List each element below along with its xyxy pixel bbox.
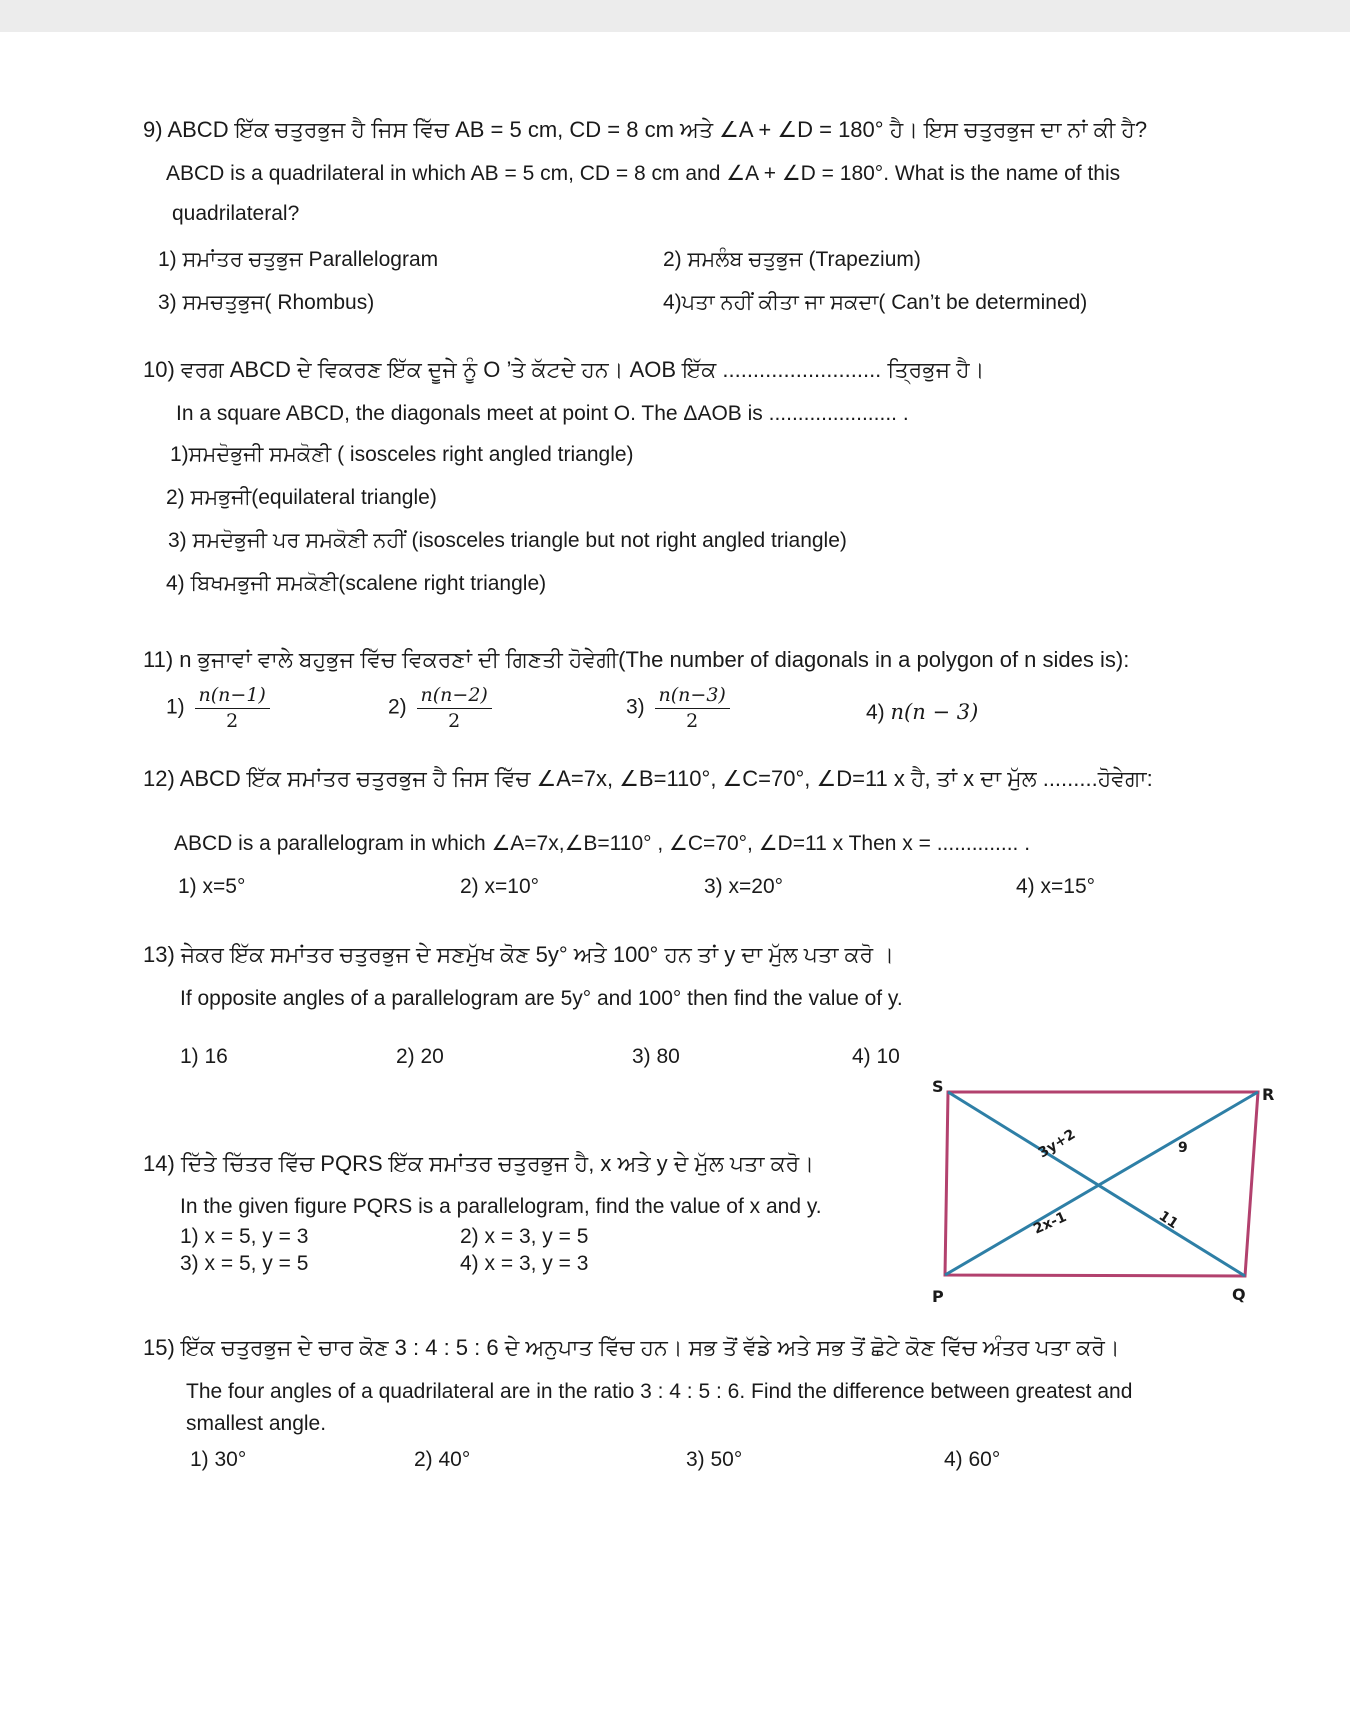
vertex-label-s: S: [932, 1078, 944, 1096]
fraction-numerator: n(n−3): [655, 683, 730, 709]
question-14-option-4: 4) x = 3, y = 3: [460, 1252, 589, 1275]
option-number: 4): [866, 701, 885, 724]
segment-label-or: 9: [1178, 1140, 1188, 1156]
segment-label-oq: 11: [1155, 1208, 1181, 1233]
question-12-english: ABCD is a parallelogram in which ∠A=7x,∠B=110° , ∠C=70°, ∠D=11 x Then x = .............. .: [174, 832, 1031, 855]
option-number: 3): [626, 695, 645, 719]
question-13-punjabi: 13) ਜੇਕਰ ਇੱਕ ਸਮਾਂਤਰ ਚਤੁਰਭੁਜ ਦੇ ਸਣਮੁੱਖ ਕੋਣ 5y° ਅਤੇ 100° ਹਨ ਤਾਂ y ਦਾ ਮੁੱਲ ਪਤਾ ਕਰੋ ।: [143, 942, 895, 967]
option-expression: n(n − 3): [890, 700, 979, 724]
question-10-option-2: 2) ਸਮਭੁਜੀ(equilateral triangle): [166, 486, 437, 509]
fraction: [655, 683, 730, 733]
question-10-option-1: 1)ਸਮਦੋਭੁਜੀ ਸਮਕੋਣੀ ( isosceles right angled triangle): [170, 443, 634, 466]
question-14-option-1: 1) x = 5, y = 3: [180, 1225, 309, 1248]
option-number: 1): [166, 695, 185, 719]
question-15-punjabi: 15) ਇੱਕ ਚਤੁਰਭੁਜ ਦੇ ਚਾਰ ਕੋਣ 3 : 4 : 5 : 6 ਦੇ ਅਨੁਪਾਤ ਵਿੱਚ ਹਨ। ਸਭ ਤੋਂ ਵੱਡੇ ਅਤੇ ਸਭ ਤੋਂ ਛੋਟੇ ਕੋਣ ਵਿੱਚ ਅੰਤਰ ਪਤਾ ਕਰੋ।: [143, 1335, 1120, 1360]
question-15-option-4: 4) 60°: [944, 1448, 1001, 1471]
vertex-label-p: P: [932, 1287, 944, 1306]
fraction-denominator: 2: [448, 710, 461, 732]
question-15-option-2: 2) 40°: [414, 1448, 471, 1471]
question-15-option-3: 3) 50°: [686, 1448, 743, 1471]
fraction-numerator: n(n−1): [195, 683, 270, 709]
question-11-option-3: [626, 683, 730, 733]
question-11-option-4: [866, 700, 978, 725]
question-10-option-4: 4) ਬਿਖਮਭੁਜੀ ਸਮਕੋਣੀ(scalene right triangle): [166, 572, 547, 595]
question-14-english: In the given figure PQRS is a parallelogram, find the value of x and y.: [180, 1195, 822, 1218]
question-13-english: If opposite angles of a parallelogram are 5y° and 100° then find the value of y.: [180, 987, 903, 1010]
fraction-denominator: 2: [226, 710, 239, 732]
fraction: [417, 683, 492, 733]
question-13-option-4: 4) 10: [852, 1045, 900, 1068]
top-strip: [0, 0, 1350, 32]
segment-label-po: 2x-1: [1031, 1209, 1069, 1238]
vertex-label-q: Q: [1232, 1285, 1246, 1304]
fraction: [195, 683, 270, 733]
question-12-option-4: 4) x=15°: [1016, 875, 1096, 898]
fraction-denominator: 2: [686, 710, 699, 732]
question-9-option-1: 1) ਸਮਾਂਤਰ ਚਤੁਭੁਜ Parallelogram: [158, 248, 439, 271]
question-10-option-3: 3) ਸਮਦੋਭੁਜੀ ਪਰ ਸਮਕੋਣੀ ਨਹੀਂ (isosceles triangle but not right angled triangle): [168, 529, 847, 552]
question-11-option-1: [166, 683, 270, 733]
question-9-english-line-2: quadrilateral?: [172, 202, 300, 225]
fraction-numerator: n(n−2): [417, 683, 492, 709]
question-13-option-2: 2) 20: [396, 1045, 444, 1068]
question-12-option-1: 1) x=5°: [178, 875, 246, 898]
question-11-title: 11) n ਭੁਜਾਵਾਂ ਵਾਲੇ ਬਹੁਭੁਜ ਵਿੱਚ ਵਿਕਰਣਾਂ ਦੀ ਗਿਣਤੀ ਹੋਵੇਗੀ(The number of diagonals in a polygon of n sides is):: [143, 647, 1130, 672]
question-9-english-line-1: ABCD is a quadrilateral in which AB = 5 cm, CD = 8 cm and ∠A + ∠D = 180°. What is the name of this: [166, 162, 1121, 185]
question-12-punjabi: 12) ABCD ਇੱਕ ਸਮਾਂਤਰ ਚਤੁਰਭੁਜ ਹੈ ਜਿਸ ਵਿੱਚ ∠A=7x, ∠B=110°, ∠C=70°, ∠D=11 x ਹੈ, ਤਾਂ x ਦਾ ਮੁੱਲ .........ਹੋਵੇਗਾ:: [143, 766, 1153, 791]
question-14-punjabi: 14) ਦਿੱਤੇ ਚਿੱਤਰ ਵਿੱਚ PQRS ਇੱਕ ਸਮਾਂਤਰ ਚਤੁਰਭੁਜ ਹੈ, x ਅਤੇ y ਦੇ ਮੁੱਲ ਪਤਾ ਕਰੋ।: [143, 1151, 815, 1176]
question-14-option-3: 3) x = 5, y = 5: [180, 1252, 309, 1275]
question-15-option-1: 1) 30°: [190, 1448, 247, 1471]
question-9-option-2: 2) ਸਮਲੰਬ ਚਤੁਭੁਜ (Trapezium): [663, 248, 921, 271]
question-12-option-2: 2) x=10°: [460, 875, 540, 898]
question-15-english-line-1: The four angles of a quadrilateral are in the ratio 3 : 4 : 5 : 6. Find the difference between greatest and: [186, 1380, 1133, 1403]
question-11-option-2: [388, 683, 492, 733]
question-9-option-4: 4)ਪਤਾ ਨਹੀਂ ਕੀਤਾ ਜਾ ਸਕਦਾ( Can’t be determined): [663, 291, 1088, 314]
segment-label-so: 3y+2: [1035, 1126, 1079, 1162]
question-10-english: In a square ABCD, the diagonals meet at point O. The ΔAOB is ...................... .: [176, 402, 909, 425]
question-9-punjabi: 9) ABCD ਇੱਕ ਚਤੁਰਭੁਜ ਹੈ ਜਿਸ ਵਿੱਚ AB = 5 cm, CD = 8 cm ਅਤੇ ∠A + ∠D = 180° ਹੈ। ਇਸ ਚਤੁਰਭੁਜ ਦਾ ਨਾਂ ਕੀ ਹੈ?: [143, 117, 1148, 142]
question-12-option-3: 3) x=20°: [704, 875, 784, 898]
question-13-option-1: 1) 16: [180, 1045, 228, 1068]
question-9-option-3: 3) ਸਮਚਤੁਭੁਜ( Rhombus): [158, 291, 375, 314]
question-10-punjabi: 10) ਵਰਗ ABCD ਦੇ ਵਿਕਰਣ ਇੱਕ ਦੂਜੇ ਨੂੰ O ’ਤੇ ਕੱਟਦੇ ਹਨ। AOB ਇੱਕ .......................... ਤ੍ਰਿਭੁਜ ਹੈ।: [143, 357, 985, 382]
vertex-label-r: R: [1262, 1085, 1275, 1104]
question-13-option-3: 3) 80: [632, 1045, 680, 1068]
parallelogram-figure: [920, 1078, 1280, 1308]
question-15-english-line-2: smallest angle.: [186, 1412, 327, 1435]
question-14-option-2: 2) x = 3, y = 5: [460, 1225, 589, 1248]
option-number: 2): [388, 695, 407, 719]
